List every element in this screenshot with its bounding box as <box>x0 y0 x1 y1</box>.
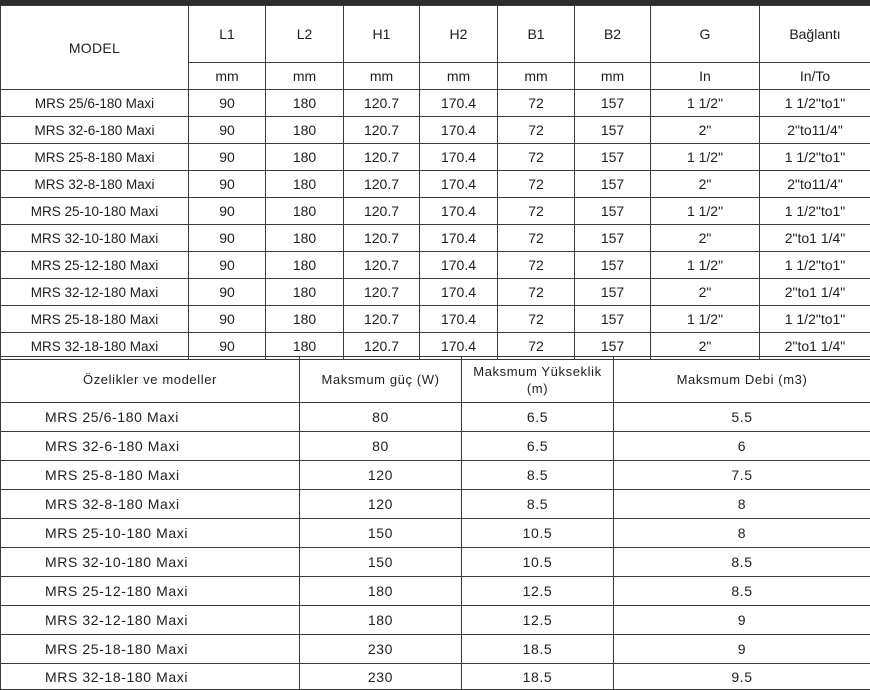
model-cell: MRS 25-12-180 Maxi <box>1 577 300 606</box>
model-cell: MRS 32-18-180 Maxi <box>1 664 300 690</box>
column-header-baglanti: Bağlantı <box>760 6 870 63</box>
flow-cell: 9.5 <box>614 664 870 690</box>
l2-cell: 180 <box>266 198 344 225</box>
g-cell: 2" <box>651 225 760 252</box>
power-cell: 150 <box>300 548 462 577</box>
unit-cell: In <box>651 63 760 90</box>
dimensions-header-row <box>1 6 870 63</box>
flow-cell: 9 <box>614 606 870 635</box>
b2-cell: 157 <box>575 171 651 198</box>
model-cell: MRS 32-12-180 Maxi <box>1 606 300 635</box>
dimensions-table-row <box>1 198 870 225</box>
h1-cell: 120.7 <box>344 306 420 333</box>
flow-cell: 5.5 <box>614 403 870 432</box>
baglanti-cell: 2"to11/4" <box>760 171 870 198</box>
g-cell: 1 1/2" <box>651 90 760 117</box>
h1-cell: 120.7 <box>344 333 420 360</box>
h2-cell: 170.4 <box>420 144 498 171</box>
b2-cell: 157 <box>575 117 651 144</box>
unit-cell: mm <box>189 63 266 90</box>
height-cell: 10.5 <box>462 519 614 548</box>
performance-table-row <box>1 519 870 548</box>
performance-table-row <box>1 461 870 490</box>
baglanti-cell: 1 1/2"to1" <box>760 90 870 117</box>
performance-table-row <box>1 403 870 432</box>
b2-cell: 157 <box>575 252 651 279</box>
performance-table <box>0 356 870 690</box>
b2-cell: 157 <box>575 198 651 225</box>
b2-cell: 157 <box>575 333 651 360</box>
h1-cell: 120.7 <box>344 225 420 252</box>
power-cell: 120 <box>300 461 462 490</box>
dimensions-table-row <box>1 171 870 198</box>
b1-cell: 72 <box>498 333 575 360</box>
model-cell: MRS 25/6-180 Maxi <box>1 403 300 432</box>
baglanti-cell: 2"to1 1/4" <box>760 333 870 360</box>
performance-table-row <box>1 635 870 664</box>
b2-cell: 157 <box>575 279 651 306</box>
l2-cell: 180 <box>266 225 344 252</box>
dimensions-table-row <box>1 306 870 333</box>
performance-table-row <box>1 577 870 606</box>
power-cell: 80 <box>300 403 462 432</box>
performance-table-row <box>1 548 870 577</box>
column-header-b2: B2 <box>575 6 651 63</box>
unit-cell: mm <box>498 63 575 90</box>
flow-cell: 8 <box>614 519 870 548</box>
unit-cell: In/To <box>760 63 870 90</box>
power-cell: 120 <box>300 490 462 519</box>
l2-cell: 180 <box>266 171 344 198</box>
h1-cell: 120.7 <box>344 279 420 306</box>
unit-cell: mm <box>266 63 344 90</box>
model-cell: MRS 32-6-180 Maxi <box>1 117 189 144</box>
l1-cell: 90 <box>189 333 266 360</box>
l1-cell: 90 <box>189 225 266 252</box>
baglanti-cell: 2"to11/4" <box>760 117 870 144</box>
model-cell: MRS 25-8-180 Maxi <box>1 461 300 490</box>
l1-cell: 90 <box>189 252 266 279</box>
dimensions-table-row <box>1 279 870 306</box>
flow-cell: 7.5 <box>614 461 870 490</box>
h2-cell: 170.4 <box>420 252 498 279</box>
l2-cell: 180 <box>266 90 344 117</box>
height-column-header: Maksmum Yükseklik (m) <box>462 357 614 403</box>
b1-cell: 72 <box>498 144 575 171</box>
l1-cell: 90 <box>189 171 266 198</box>
column-header-l1: L1 <box>189 6 266 63</box>
h1-cell: 120.7 <box>344 117 420 144</box>
l1-cell: 90 <box>189 117 266 144</box>
height-cell: 10.5 <box>462 548 614 577</box>
l1-cell: 90 <box>189 198 266 225</box>
model-cell: MRS 25-10-180 Maxi <box>1 198 189 225</box>
dimensions-table-row <box>1 117 870 144</box>
model-cell: MRS 25-12-180 Maxi <box>1 252 189 279</box>
b2-cell: 157 <box>575 306 651 333</box>
flow-cell: 9 <box>614 635 870 664</box>
b1-cell: 72 <box>498 279 575 306</box>
h2-cell: 170.4 <box>420 306 498 333</box>
power-cell: 180 <box>300 606 462 635</box>
column-header-b1: B1 <box>498 6 575 63</box>
model-cell: MRS 25-10-180 Maxi <box>1 519 300 548</box>
baglanti-cell: 1 1/2"to1" <box>760 252 870 279</box>
l1-cell: 90 <box>189 306 266 333</box>
model-cell: MRS 32-8-180 Maxi <box>1 490 300 519</box>
b1-cell: 72 <box>498 117 575 144</box>
baglanti-cell: 2"to1 1/4" <box>760 279 870 306</box>
power-column-header: Maksmum güç (W) <box>300 357 462 403</box>
g-cell: 1 1/2" <box>651 198 760 225</box>
column-header-g: G <box>651 6 760 63</box>
l1-cell: 90 <box>189 279 266 306</box>
b1-cell: 72 <box>498 225 575 252</box>
b2-cell: 157 <box>575 144 651 171</box>
g-cell: 2" <box>651 171 760 198</box>
model-cell: MRS 32-18-180 Maxi <box>1 333 189 360</box>
height-cell: 18.5 <box>462 664 614 690</box>
power-cell: 80 <box>300 432 462 461</box>
h2-cell: 170.4 <box>420 279 498 306</box>
column-header-l2: L2 <box>266 6 344 63</box>
b1-cell: 72 <box>498 252 575 279</box>
dimensions-table-row <box>1 90 870 117</box>
b1-cell: 72 <box>498 90 575 117</box>
l2-cell: 180 <box>266 144 344 171</box>
unit-cell: mm <box>575 63 651 90</box>
h1-cell: 120.7 <box>344 90 420 117</box>
baglanti-cell: 1 1/2"to1" <box>760 144 870 171</box>
h2-cell: 170.4 <box>420 171 498 198</box>
l2-cell: 180 <box>266 117 344 144</box>
b2-cell: 157 <box>575 225 651 252</box>
height-cell: 8.5 <box>462 461 614 490</box>
g-cell: 1 1/2" <box>651 252 760 279</box>
height-cell: 18.5 <box>462 635 614 664</box>
l2-cell: 180 <box>266 279 344 306</box>
model-cell: MRS 25-8-180 Maxi <box>1 144 189 171</box>
g-cell: 2" <box>651 117 760 144</box>
h1-cell: 120.7 <box>344 144 420 171</box>
height-cell: 6.5 <box>462 432 614 461</box>
height-cell: 12.5 <box>462 577 614 606</box>
b1-cell: 72 <box>498 198 575 225</box>
h2-cell: 170.4 <box>420 90 498 117</box>
unit-cell: mm <box>344 63 420 90</box>
h2-cell: 170.4 <box>420 333 498 360</box>
flow-column-header: Maksmum Debi (m3) <box>614 357 870 403</box>
dimensions-table-row <box>1 252 870 279</box>
l2-cell: 180 <box>266 333 344 360</box>
height-cell: 8.5 <box>462 490 614 519</box>
performance-table-row <box>1 490 870 519</box>
b1-cell: 72 <box>498 171 575 198</box>
g-cell: 1 1/2" <box>651 144 760 171</box>
baglanti-cell: 1 1/2"to1" <box>760 198 870 225</box>
performance-table-row <box>1 664 870 690</box>
h1-cell: 120.7 <box>344 252 420 279</box>
performance-table-row <box>1 432 870 461</box>
l1-cell: 90 <box>189 90 266 117</box>
baglanti-cell: 2"to1 1/4" <box>760 225 870 252</box>
b1-cell: 72 <box>498 306 575 333</box>
column-header-h1: H1 <box>344 6 420 63</box>
g-cell: 2" <box>651 279 760 306</box>
baglanti-cell: 1 1/2"to1" <box>760 306 870 333</box>
flow-cell: 8 <box>614 490 870 519</box>
model-cell: MRS 32-10-180 Maxi <box>1 548 300 577</box>
l2-cell: 180 <box>266 252 344 279</box>
l2-cell: 180 <box>266 306 344 333</box>
model-cell: MRS 25-18-180 Maxi <box>1 635 300 664</box>
model-cell: MRS 32-10-180 Maxi <box>1 225 189 252</box>
h1-cell: 120.7 <box>344 198 420 225</box>
column-header-h2: H2 <box>420 6 498 63</box>
l1-cell: 90 <box>189 144 266 171</box>
h1-cell: 120.7 <box>344 171 420 198</box>
dimensions-table <box>0 5 870 360</box>
flow-cell: 6 <box>614 432 870 461</box>
h2-cell: 170.4 <box>420 117 498 144</box>
power-cell: 180 <box>300 577 462 606</box>
power-cell: 230 <box>300 664 462 690</box>
h2-cell: 170.4 <box>420 198 498 225</box>
unit-cell: mm <box>420 63 498 90</box>
g-cell: 1 1/2" <box>651 306 760 333</box>
h2-cell: 170.4 <box>420 225 498 252</box>
model-column-header: MODEL <box>1 6 189 90</box>
dimensions-table-row <box>1 225 870 252</box>
model-cell: MRS 32-12-180 Maxi <box>1 279 189 306</box>
performance-table-row <box>1 606 870 635</box>
model-cell: MRS 25-18-180 Maxi <box>1 306 189 333</box>
height-cell: 12.5 <box>462 606 614 635</box>
power-cell: 230 <box>300 635 462 664</box>
height-cell: 6.5 <box>462 403 614 432</box>
features-column-header: Özelikler ve modeller <box>1 357 300 403</box>
performance-header-row <box>1 357 870 403</box>
flow-cell: 8.5 <box>614 548 870 577</box>
power-cell: 150 <box>300 519 462 548</box>
b2-cell: 157 <box>575 90 651 117</box>
flow-cell: 8.5 <box>614 577 870 606</box>
model-cell: MRS 32-6-180 Maxi <box>1 432 300 461</box>
dimensions-table-row <box>1 144 870 171</box>
g-cell: 2" <box>651 333 760 360</box>
model-cell: MRS 25/6-180 Maxi <box>1 90 189 117</box>
model-cell: MRS 32-8-180 Maxi <box>1 171 189 198</box>
